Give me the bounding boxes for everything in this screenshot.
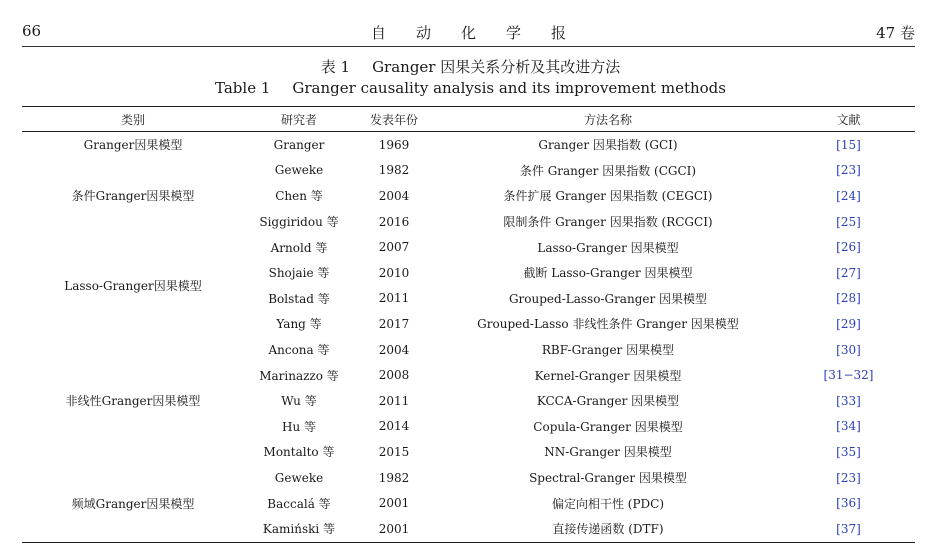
reference-link[interactable]: [34] (836, 419, 861, 434)
method-cell: Kernel-Granger 因果模型 (534, 368, 682, 383)
researcher-cell: Ancona 等 (268, 343, 330, 358)
year-cell: 2017 (378, 316, 410, 331)
column-header-researcher: 研究者 (244, 107, 354, 132)
reference-link[interactable]: [36] (836, 496, 861, 511)
researcher-cell: Siggiridou 等 (259, 215, 339, 230)
reference-link[interactable]: [30] (836, 342, 861, 357)
researcher-cell: Geweke (274, 163, 324, 178)
reference-link[interactable]: [29] (836, 316, 861, 331)
researcher-cell: Chen 等 (275, 189, 323, 204)
reference-link[interactable]: [26] (836, 240, 861, 255)
header-rule (22, 46, 915, 47)
researcher-cell: Kamiński 等 (262, 522, 336, 537)
reference-link[interactable]: [25] (836, 214, 861, 229)
method-cell: 偏定向相干性 (PDC) (551, 496, 665, 511)
researcher-cell: Baccalá 等 (267, 496, 331, 511)
year-cell: 2008 (378, 368, 410, 383)
year-cell: 2001 (378, 496, 410, 511)
year-cell: 2016 (378, 214, 410, 229)
page-number: 66 (22, 22, 42, 40)
reference-link[interactable]: [28] (836, 291, 861, 306)
table-header (22, 107, 915, 132)
caption-en-label: Table 1 (215, 79, 271, 97)
table-row (22, 234, 915, 260)
reference-link[interactable]: [37] (836, 521, 861, 536)
table-caption-en (0, 79, 941, 97)
method-cell: Lasso-Granger 因果模型 (537, 240, 679, 255)
reference-link[interactable]: [35] (836, 444, 861, 459)
reference-link[interactable]: [27] (836, 265, 861, 280)
year-cell: 1982 (378, 163, 410, 178)
reference-link[interactable]: [15] (836, 137, 861, 152)
table-row (22, 337, 915, 363)
year-cell: 2004 (378, 342, 410, 357)
researcher-cell: Hu 等 (281, 419, 316, 434)
year-cell: 2004 (378, 188, 410, 203)
researcher-cell: Geweke (274, 470, 324, 485)
column-header-year: 发表年份 (354, 107, 434, 132)
caption-zh-title: Granger 因果关系分析及其改进方法 (372, 58, 621, 76)
column-header-method: 方法名称 (434, 107, 782, 132)
reference-link[interactable]: [23] (836, 163, 861, 178)
category-cell: 非线性Granger因果模型 (65, 394, 201, 409)
method-cell: Granger 因果指数 (GCI) (538, 138, 678, 153)
reference-link[interactable]: [24] (836, 188, 861, 203)
year-cell: 2015 (378, 444, 410, 459)
year-cell: 2011 (378, 291, 410, 306)
category-cell: Lasso-Granger因果模型 (64, 279, 202, 294)
year-cell: 2010 (378, 265, 410, 280)
researcher-cell: Shojaie 等 (268, 266, 330, 281)
reference-link[interactable]: [23] (836, 470, 861, 485)
method-cell: NN-Granger 因果模型 (544, 445, 672, 460)
year-cell: 1969 (378, 137, 410, 152)
researcher-cell: Granger (273, 137, 325, 152)
researcher-cell: Montalto 等 (263, 445, 335, 460)
researcher-cell: Wu 等 (281, 394, 317, 409)
method-cell: 条件扩展 Granger 因果指数 (CEGCI) (503, 189, 713, 204)
reference-link[interactable]: [31−32] (823, 368, 874, 383)
year-cell: 2011 (378, 393, 410, 408)
table-row (22, 132, 915, 158)
method-cell: KCCA-Granger 因果模型 (536, 394, 680, 409)
method-cell: Grouped-Lasso 非线性条件 Granger 因果模型 (477, 317, 739, 332)
method-cell: Copula-Granger 因果模型 (533, 419, 683, 434)
year-cell: 2007 (378, 240, 410, 255)
caption-en-title: Granger causality analysis and its improvement methods (292, 79, 726, 97)
methods-table (22, 106, 915, 543)
researcher-cell: Yang 等 (276, 317, 322, 332)
year-cell: 2014 (378, 419, 410, 434)
year-cell: 1982 (378, 470, 410, 485)
caption-zh-label: 表 1 (320, 58, 351, 76)
category-cell: 条件Granger因果模型 (71, 189, 195, 204)
method-cell: Grouped-Lasso-Granger 因果模型 (508, 291, 708, 306)
journal-name: 自动化学报 (370, 24, 596, 42)
method-cell: RBF-Granger 因果模型 (541, 343, 675, 358)
column-header-category: 类别 (22, 107, 244, 132)
column-header-reference: 文献 (782, 107, 915, 132)
method-cell: Spectral-Granger 因果模型 (529, 471, 687, 486)
researcher-cell: Bolstad 等 (268, 291, 330, 306)
table-body (22, 132, 915, 543)
page-header (22, 22, 915, 44)
reference-link[interactable]: [33] (836, 393, 861, 408)
researcher-cell: Marinazzo 等 (259, 368, 339, 383)
volume-label: 47 卷 (876, 24, 915, 42)
table-caption-zh (0, 56, 941, 77)
category-cell: 频域Granger因果模型 (71, 496, 195, 511)
year-cell: 2001 (378, 521, 410, 536)
table-row (22, 465, 915, 491)
table-row (22, 158, 915, 184)
method-cell: 限制条件 Granger 因果指数 (RCGCI) (503, 215, 713, 230)
researcher-cell: Arnold 等 (270, 240, 328, 255)
method-cell: 直接传递函数 (DTF) (552, 522, 664, 537)
method-cell: 条件 Granger 因果指数 (CGCI) (519, 163, 697, 178)
category-cell: Granger因果模型 (83, 138, 183, 153)
method-cell: 截断 Lasso-Granger 因果模型 (523, 266, 693, 281)
header-row (22, 107, 915, 132)
